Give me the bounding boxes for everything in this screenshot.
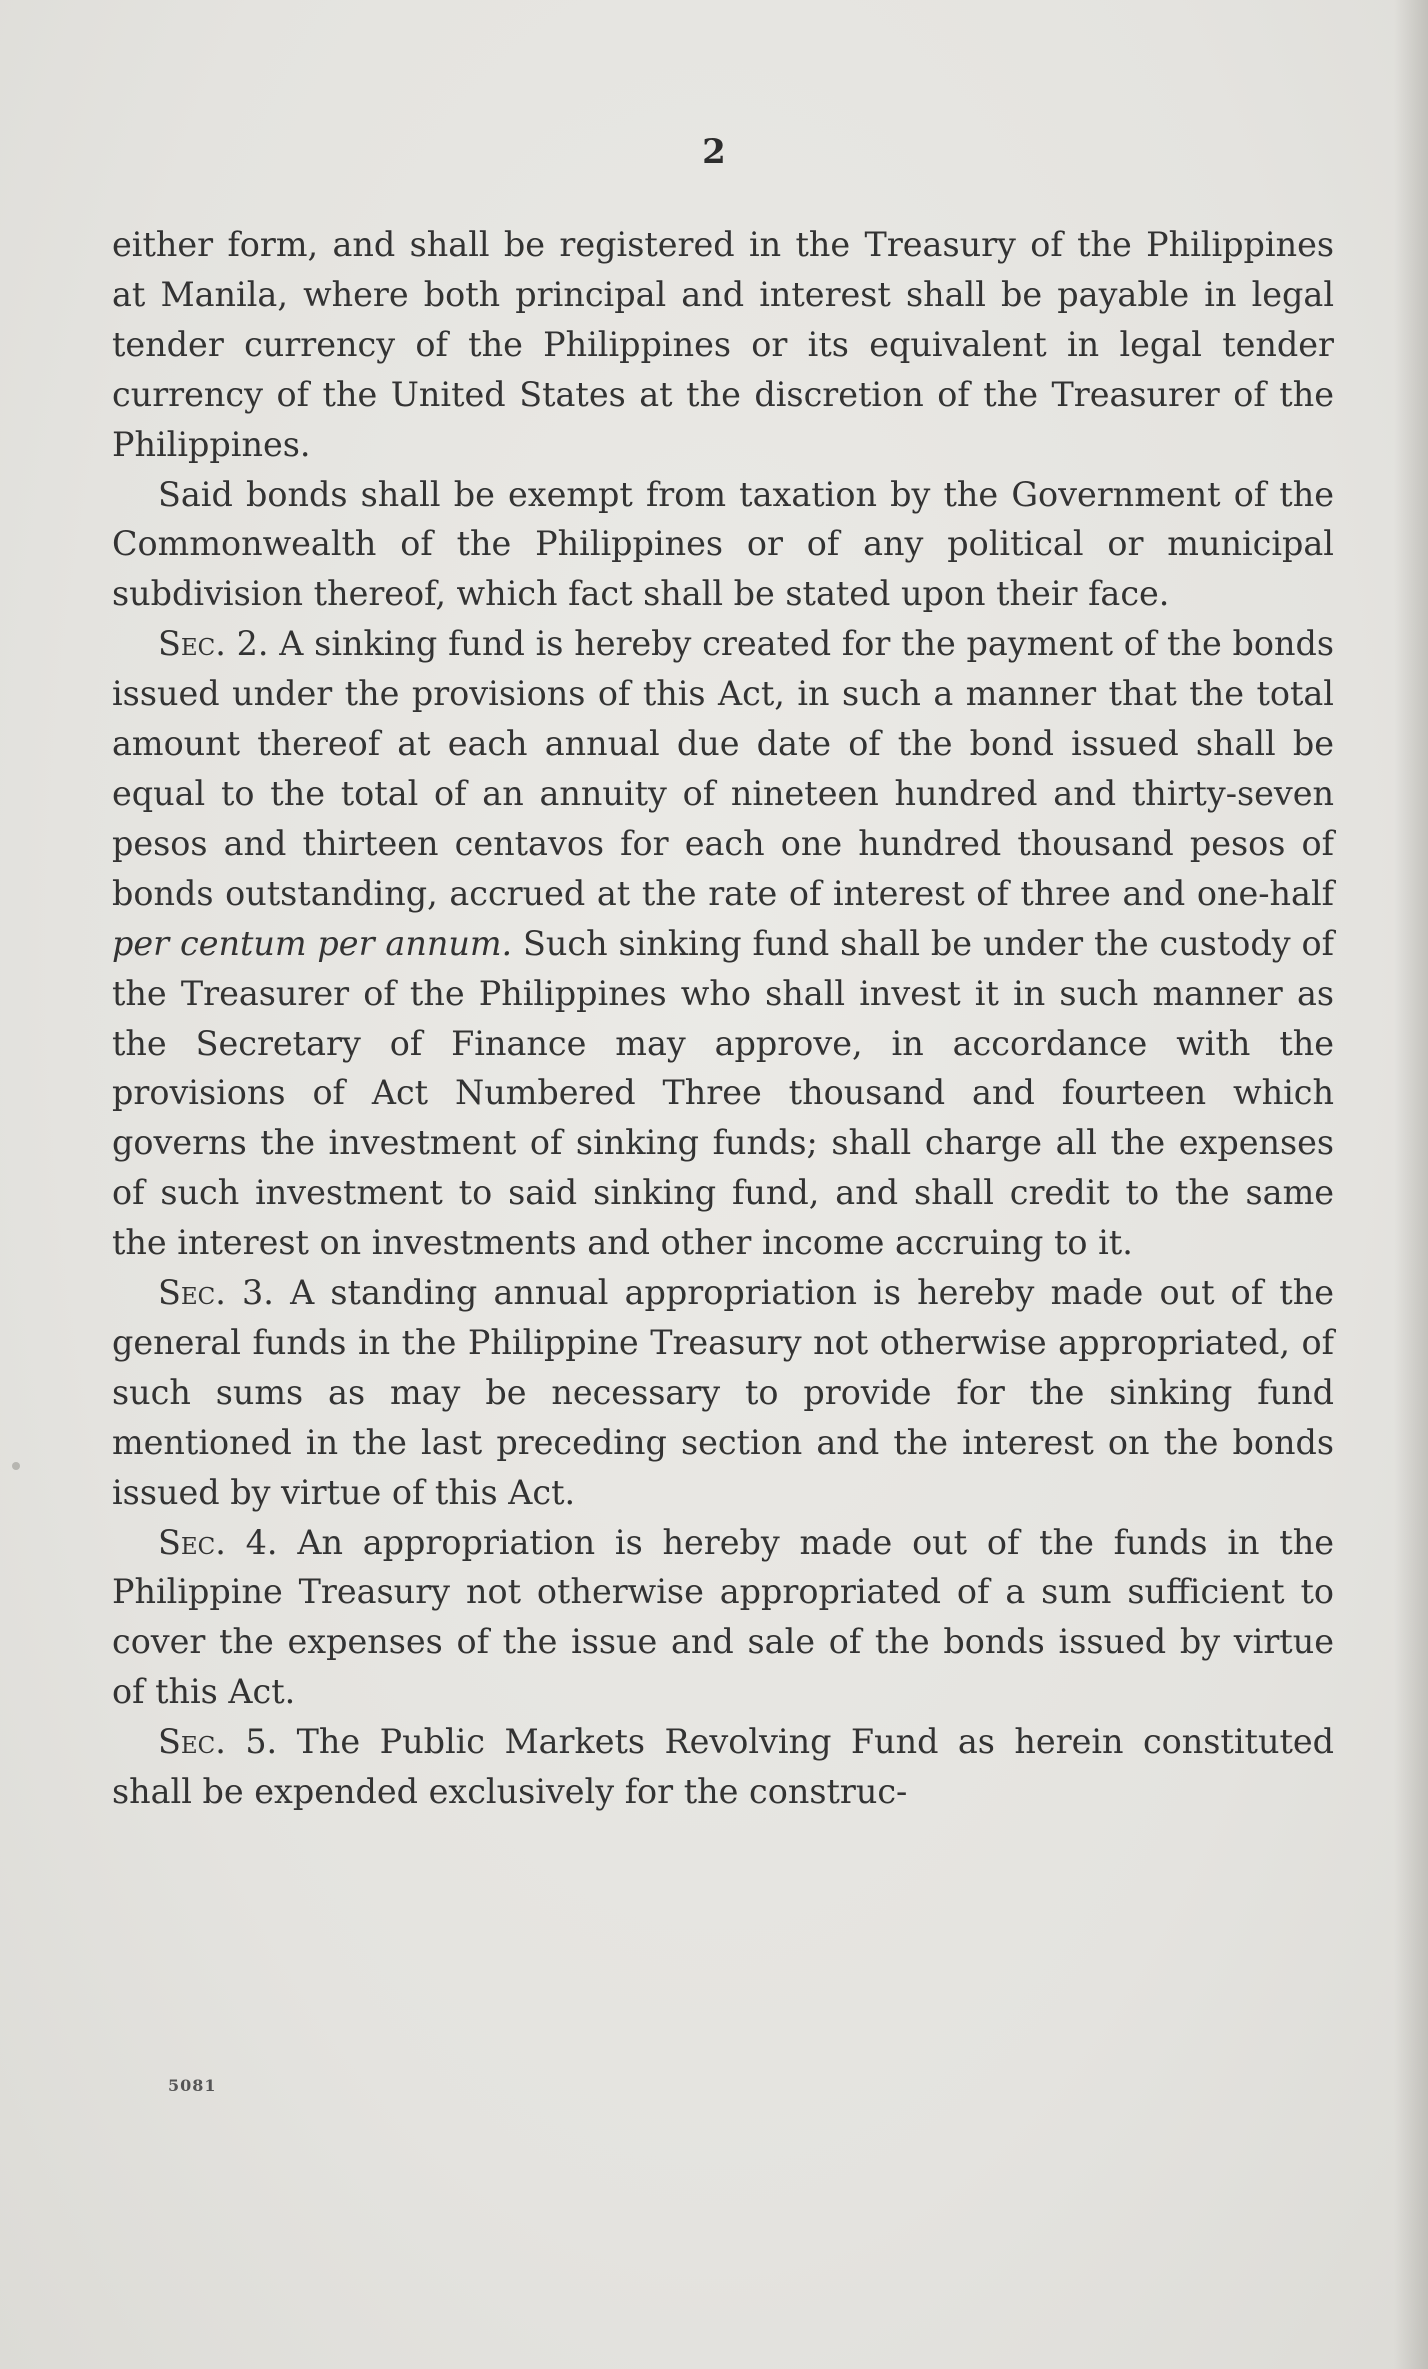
paragraph-text: A sinking fund is hereby created for the payment of the bonds issued under the provisions of this Act, in such a manner that the total amount thereof at each annual due date of the bond issued shall be equal to the total of an annuity of nineteen hundred and thirty-seven pesos and thirteen centavos for each one hundred thousand pesos of bonds outstanding, accrued at the rate of interest of three and one-half xyxy=(112,624,1334,913)
section-heading: Sec. 5. xyxy=(158,1722,278,1762)
section-5-revolving-fund xyxy=(112,1717,1334,1817)
latin-phrase: per centum per annum. xyxy=(112,923,513,963)
paragraph-text: The Public Markets Revolving Fund as herein constituted shall be expended exclusively for the construc- xyxy=(112,1722,1334,1812)
paragraph-bond-exemption xyxy=(112,470,1334,620)
section-heading: Sec. 2. xyxy=(158,624,269,664)
paragraph-text: An appropriation is hereby made out of the funds in the Philippine Treasury not otherwise appropriated of a sum sufficient to cover the expenses of the issue and sale of the bonds issued by virtue of this Act. xyxy=(112,1522,1334,1712)
section-3-standing-appropriation xyxy=(112,1268,1334,1518)
paragraph-text: either form, and shall be registered in the Treasury of the Philippines at Manila, where both principal and interest shall be payable in legal tender currency of the Philippines or its equivalent in legal tender currency of the United States at the discretion of the Treasurer of the Philippines. xyxy=(112,225,1334,464)
printer-code: 5081 xyxy=(168,2076,217,2095)
paragraph-text: Said bonds shall be exempt from taxation by the Government of the Commonwealth of the Philippines or of any political or municipal subdivision thereof, which fact shall be stated upon their face. xyxy=(112,474,1334,614)
section-heading: Sec. 4. xyxy=(158,1522,278,1562)
page-number: 2 xyxy=(702,132,726,172)
section-2-sinking-fund xyxy=(112,619,1334,1268)
paper-speck xyxy=(12,1462,20,1470)
page-edge-shadow xyxy=(1394,0,1428,2369)
paragraph-continuation xyxy=(112,220,1334,470)
paragraph-text: Such sinking fund shall be under the custody of the Treasurer of the Philippines who shall invest it in such manner as the Secretary of Finance may approve, in accordance with the provisions of Act Numbered Three thousand and fourteen which governs the investment of sinking funds; shall charge all the expenses of such investment to said sinking fund, and shall credit to the same the interest on investments and other income accruing to it. xyxy=(112,923,1334,1263)
section-heading: Sec. 3. xyxy=(158,1273,274,1313)
paragraph-text: A standing annual appropriation is hereby made out of the general funds in the Philippine Treasury not otherwise appropriated, of such sums as may be necessary to provide for the sinking fund mentioned in the last preceding section and the interest on the bonds issued by virtue of this Act. xyxy=(112,1273,1334,1512)
section-4-appropriation xyxy=(112,1518,1334,1718)
body-text xyxy=(112,220,1334,1817)
